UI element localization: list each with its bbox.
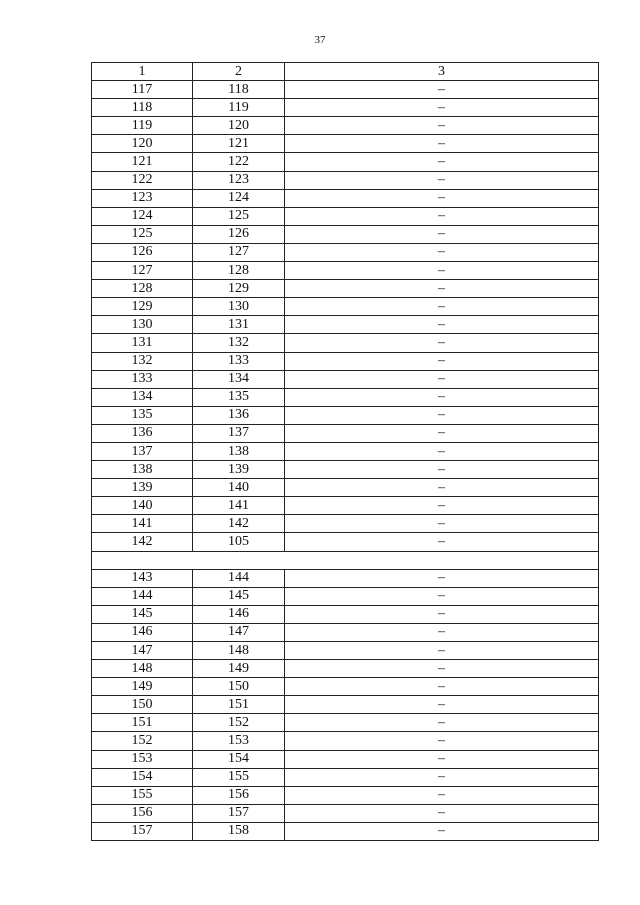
- table-row: [92, 370, 599, 388]
- table-cell-col-1: 152: [92, 732, 193, 750]
- table-section-divider: [92, 551, 599, 569]
- table-cell-col-1: 140: [92, 497, 193, 515]
- table-cell-col-1: 155: [92, 786, 193, 804]
- table-cell-col-2: 118: [193, 81, 285, 99]
- table-cell-col-3: –: [285, 189, 599, 207]
- table-cell-col-1: 131: [92, 334, 193, 352]
- table-cell-col-3: –: [285, 406, 599, 424]
- table-cell-col-2: 119: [193, 99, 285, 117]
- table-row: [92, 189, 599, 207]
- table-cell-col-2: 105: [193, 533, 285, 551]
- table-cell-col-2: 127: [193, 243, 285, 261]
- column-header-1: 1: [92, 63, 193, 81]
- table-row: [92, 461, 599, 479]
- table-row: [92, 660, 599, 678]
- table-cell-col-2: 139: [193, 461, 285, 479]
- table-cell-col-1: 129: [92, 298, 193, 316]
- table-cell-col-1: 138: [92, 461, 193, 479]
- table-body: [92, 63, 599, 841]
- table-cell-col-3: –: [285, 207, 599, 225]
- table-cell-col-3: –: [285, 117, 599, 135]
- table-cell-col-3: –: [285, 424, 599, 442]
- table-cell-col-2: 125: [193, 207, 285, 225]
- table-cell-col-2: 155: [193, 768, 285, 786]
- table-cell-col-2: 147: [193, 623, 285, 641]
- table-row: [92, 714, 599, 732]
- table-cell-col-3: –: [285, 352, 599, 370]
- table-cell-col-3: –: [285, 135, 599, 153]
- table-row: [92, 262, 599, 280]
- table-cell-col-3: –: [285, 569, 599, 587]
- table-cell-col-3: –: [285, 714, 599, 732]
- table-cell-col-2: 135: [193, 388, 285, 406]
- table-cell-col-1: 148: [92, 660, 193, 678]
- table-row: [92, 406, 599, 424]
- table-cell-col-2: 138: [193, 442, 285, 460]
- table-cell-col-3: –: [285, 370, 599, 388]
- table-cell-col-3: –: [285, 81, 599, 99]
- table-row: [92, 316, 599, 334]
- table-cell-col-2: 149: [193, 660, 285, 678]
- table-cell-col-1: 151: [92, 714, 193, 732]
- table-cell-col-2: 140: [193, 479, 285, 497]
- table-cell-col-2: 157: [193, 804, 285, 822]
- table-cell-col-2: 150: [193, 678, 285, 696]
- table-row: [92, 569, 599, 587]
- table-row: [92, 117, 599, 135]
- table-cell-col-1: 141: [92, 515, 193, 533]
- table-cell-col-1: 128: [92, 280, 193, 298]
- table-cell-col-2: 122: [193, 153, 285, 171]
- table-cell-col-1: 132: [92, 352, 193, 370]
- table-cell-col-3: –: [285, 316, 599, 334]
- table-row: [92, 732, 599, 750]
- table-cell-col-3: –: [285, 515, 599, 533]
- table-cell-col-1: 118: [92, 99, 193, 117]
- table-row: [92, 243, 599, 261]
- table-cell-col-2: 142: [193, 515, 285, 533]
- table-cell-col-3: –: [285, 479, 599, 497]
- table-cell-col-3: –: [285, 786, 599, 804]
- table-cell-col-3: –: [285, 280, 599, 298]
- table-row: [92, 334, 599, 352]
- table-cell-col-1: 150: [92, 696, 193, 714]
- table-cell-col-2: 132: [193, 334, 285, 352]
- table-cell-col-1: 153: [92, 750, 193, 768]
- table-cell-col-1: 126: [92, 243, 193, 261]
- table-cell-col-3: –: [285, 298, 599, 316]
- table-row: [92, 81, 599, 99]
- table-cell-col-1: 145: [92, 605, 193, 623]
- table-cell-col-1: 130: [92, 316, 193, 334]
- table-cell-col-3: –: [285, 99, 599, 117]
- column-header-3: 3: [285, 63, 599, 81]
- table-cell-col-2: 151: [193, 696, 285, 714]
- table-cell-col-2: 133: [193, 352, 285, 370]
- table-cell-col-3: –: [285, 587, 599, 605]
- table-cell-col-1: 143: [92, 569, 193, 587]
- table-cell-col-1: 119: [92, 117, 193, 135]
- table-row: [92, 225, 599, 243]
- table-cell-col-3: –: [285, 804, 599, 822]
- table-cell-col-2: 126: [193, 225, 285, 243]
- table-cell-col-1: 144: [92, 587, 193, 605]
- table-cell-col-3: –: [285, 334, 599, 352]
- table-cell-col-1: 121: [92, 153, 193, 171]
- column-header-2: 2: [193, 63, 285, 81]
- table-row: [92, 497, 599, 515]
- table-cell-col-1: 117: [92, 81, 193, 99]
- table-cell-col-2: 123: [193, 171, 285, 189]
- table-cell-col-3: –: [285, 171, 599, 189]
- table-cell-col-2: 121: [193, 135, 285, 153]
- table-cell-col-1: 137: [92, 442, 193, 460]
- table-cell-col-3: –: [285, 660, 599, 678]
- table-cell-col-1: 147: [92, 642, 193, 660]
- table-row: [92, 822, 599, 840]
- table-cell-col-2: 120: [193, 117, 285, 135]
- table-cell-col-3: –: [285, 822, 599, 840]
- table-row: [92, 171, 599, 189]
- table-cell-col-3: –: [285, 262, 599, 280]
- table-row: [92, 424, 599, 442]
- table-row: [92, 515, 599, 533]
- table-cell-col-2: 137: [193, 424, 285, 442]
- table-cell-col-3: –: [285, 605, 599, 623]
- table-cell-col-3: –: [285, 243, 599, 261]
- table-cell-col-1: 139: [92, 479, 193, 497]
- table-cell-col-1: 120: [92, 135, 193, 153]
- table-header-row: [92, 63, 599, 81]
- table-row: [92, 298, 599, 316]
- table-row: [92, 696, 599, 714]
- table-cell-col-2: 128: [193, 262, 285, 280]
- table-cell-col-1: 123: [92, 189, 193, 207]
- table-cell-col-2: 129: [193, 280, 285, 298]
- table-cell-col-3: –: [285, 442, 599, 460]
- table-cell-col-3: –: [285, 642, 599, 660]
- table-cell-col-2: 136: [193, 406, 285, 424]
- table-row: [92, 605, 599, 623]
- table-cell-col-2: 148: [193, 642, 285, 660]
- table-row: [92, 442, 599, 460]
- table-cell-col-2: 156: [193, 786, 285, 804]
- table-cell-col-3: –: [285, 696, 599, 714]
- table-cell-col-1: 122: [92, 171, 193, 189]
- table-row: [92, 153, 599, 171]
- table-cell-col-3: –: [285, 153, 599, 171]
- table-row: [92, 678, 599, 696]
- table-cell-col-1: 125: [92, 225, 193, 243]
- table-row: [92, 135, 599, 153]
- table-cell-col-3: –: [285, 461, 599, 479]
- table-row: [92, 388, 599, 406]
- table-cell-col-2: 152: [193, 714, 285, 732]
- table-cell-col-1: 157: [92, 822, 193, 840]
- section-divider-cell: [92, 551, 599, 569]
- data-table: [91, 62, 599, 841]
- table-cell-col-3: –: [285, 750, 599, 768]
- table-row: [92, 786, 599, 804]
- table-row: [92, 479, 599, 497]
- table-cell-col-2: 130: [193, 298, 285, 316]
- table-cell-col-2: 145: [193, 587, 285, 605]
- table-row: [92, 352, 599, 370]
- table-cell-col-2: 154: [193, 750, 285, 768]
- table-cell-col-2: 146: [193, 605, 285, 623]
- table-cell-col-1: 134: [92, 388, 193, 406]
- table-row: [92, 642, 599, 660]
- table-cell-col-3: –: [285, 533, 599, 551]
- table-row: [92, 280, 599, 298]
- table-row: [92, 533, 599, 551]
- table-row: [92, 623, 599, 641]
- page-number: 37: [314, 34, 326, 46]
- table-cell-col-1: 154: [92, 768, 193, 786]
- table-cell-col-1: 136: [92, 424, 193, 442]
- table-cell-col-1: 135: [92, 406, 193, 424]
- table-cell-col-3: –: [285, 225, 599, 243]
- table-cell-col-1: 133: [92, 370, 193, 388]
- table-cell-col-2: 153: [193, 732, 285, 750]
- table-row: [92, 207, 599, 225]
- table-cell-col-3: –: [285, 388, 599, 406]
- table-cell-col-2: 141: [193, 497, 285, 515]
- table-row: [92, 804, 599, 822]
- table-cell-col-3: –: [285, 732, 599, 750]
- table-row: [92, 587, 599, 605]
- table-cell-col-2: 158: [193, 822, 285, 840]
- table-cell-col-1: 149: [92, 678, 193, 696]
- table-row: [92, 768, 599, 786]
- table-cell-col-2: 134: [193, 370, 285, 388]
- table-cell-col-3: –: [285, 497, 599, 515]
- table-cell-col-1: 142: [92, 533, 193, 551]
- table-cell-col-2: 144: [193, 569, 285, 587]
- table-cell-col-3: –: [285, 768, 599, 786]
- table-cell-col-2: 131: [193, 316, 285, 334]
- table-cell-col-2: 124: [193, 189, 285, 207]
- table-cell-col-3: –: [285, 623, 599, 641]
- table-row: [92, 99, 599, 117]
- table-row: [92, 750, 599, 768]
- table-cell-col-1: 124: [92, 207, 193, 225]
- table-cell-col-1: 156: [92, 804, 193, 822]
- table-cell-col-1: 127: [92, 262, 193, 280]
- table-cell-col-3: –: [285, 678, 599, 696]
- table-cell-col-1: 146: [92, 623, 193, 641]
